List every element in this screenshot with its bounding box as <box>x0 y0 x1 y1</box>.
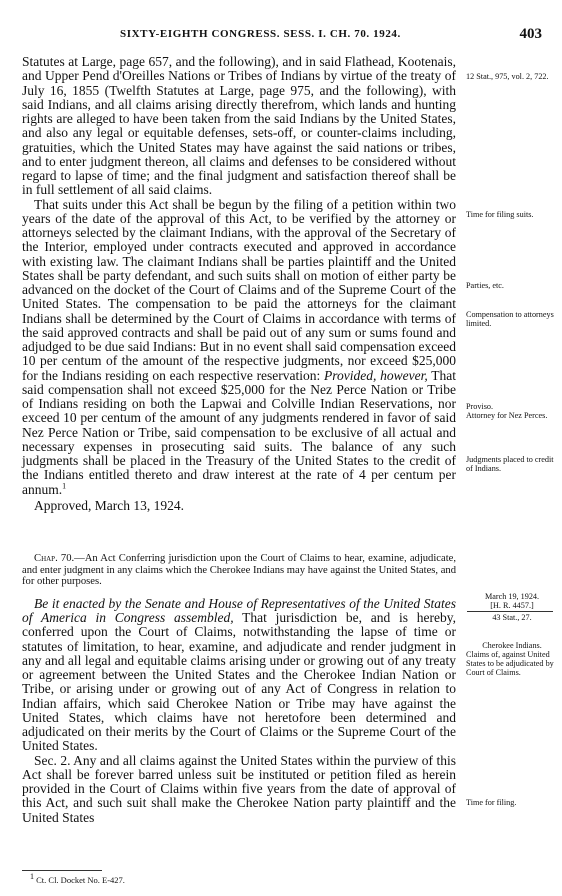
page-number: 403 <box>519 26 542 42</box>
enacting-rest: That jurisdiction be, and is hereby, conferred upon the Court of Claims, notwithstanding the lapse of time or statutes of limitation, to hear, examine, and adjudicate and render judgment in any and all legal and equitable claims arising under or growing out of any treaty or agreement between the United States and the Cherokee Indian Nation or Tribe, or arising under or growing out of any Act of Congress in relation to Indian affairs, which said Cherokee Nation or Tribe may have against the United States, which claims have not heretofore been determined and adjudicated on their merits by the Court of Claims or the Supreme Court of the United States. <box>22 610 456 754</box>
paragraph-2-start: That suits under this Act shall be begun by the filing of a petition within two years of the date of the approval of this Act, to be verified by the attorney or attorneys selected by the claimant Indians, with the approval of the Secretary of the Interior, employed under contracts executed and approved in accordance with existing law. The claimant Indians shall be parties plaintiff and the United States shall be party defendant, and such suits shall on motion of either party be advanced on the docket of the Court of Claims and of the Supreme Court of the United States. The compensation to be paid the attorneys for the claimant Indians shall be determined by the Court of Claims in accordance with terms of the said approved contracts and shall be paid out of any sum or sums found and adjudged to be due said Indians: But in no event shall said compensation exceed 10 per centum of the amount of the respective judgments, nor exceed $25,000 for the Indians residing on each respective reservation: <box>22 196 456 383</box>
section-2: Sec. 2. Any and all claims against the United States within the purview of this Act shall be forever barred unless suit be instituted or petition filed as herein provided in the Court of Claims within five years from the date of approval of this Act, and such suit shall make the Cherokee Nation party plaintiff and the United States <box>22 752 456 825</box>
sidenote-proviso: Proviso. <box>466 402 494 411</box>
sidenote-cherokee-text: Claims of, against United States to be adjudicated by Court of Claims. <box>466 650 554 677</box>
paragraph-2-end: That said compensation shall not exceed $25,000 for the Nez Perce Nation or Tribe of Indians residing on both the Lapwai and Colville Indian Reservations, nor exceed 10 per centum of the amount of any judgments rendered in favor of said Nez Perce Nation or Tribe, said compensation to be exclusive of all actual and necessary expenses in prosecuting said suits. The balance of any such judgments shall be placed in the Treasury of the United States to the credit of the Indians entitled thereto and draw interest at the rate of 4 per centum per annum. <box>22 367 457 497</box>
sidenote-stat-ref: 12 Stat., 975, vol. 2, 722. <box>466 72 549 81</box>
footnote-rule <box>22 870 102 871</box>
chapter-description: —An Act Conferring jurisdiction upon the Court of Claims to hear, examine, adjudicate, and enter judgment in any claims which the Cherokee Indians may have against the United States, and for other purposes. <box>22 553 456 588</box>
sidenote-date: March 19, 1924. <box>484 592 540 601</box>
paragraph-1: Statutes at Large, page 657, and the following), and in said Flathead, Kootenais, and Upper Pend d'Oreilles Nations or Tribes of Indians by virtue of the treaty of July 16, 1855 (Twelfth Statutes at Large, page 975, and the following), with said Indians, and all claims arising directly therefrom, which lands and hunting rights are alleged to have been taken from the said Indians by the United States, and also any legal or equitable defenses, sets-off, or counter-claims including, gratuities, which the United States may have against the said nations or tribes, and to enter judgment thereon, all claims and defenses to be considered without regard to lapse of time; and the final judgment and satisfaction thereof shall be in full settlement of all said claims. <box>22 54 456 198</box>
sidenote-stat27: 43 Stat., 27. <box>492 613 532 622</box>
footnote-text: Ct. Cl. Docket No. E-427. <box>36 875 125 885</box>
sidenote-compensation: Compensation to attorneys limited. <box>466 310 554 328</box>
running-header <box>0 26 562 46</box>
sidenote-time-filing-suits: Time for filing suits. <box>466 210 534 219</box>
approval-line: Approved, March 13, 1924. <box>34 497 184 513</box>
sidenote-divider <box>467 611 553 612</box>
enacting-clause <box>22 597 456 754</box>
proviso-italic: Provided, however, <box>324 367 428 383</box>
paragraph-2 <box>22 198 456 497</box>
main-text <box>22 55 456 825</box>
chapter-label: Chap. 70. <box>34 553 75 564</box>
sidenote-hr: [H. R. 4457.] <box>490 601 534 610</box>
sidenote-parties: Parties, etc. <box>466 281 504 290</box>
running-title: SIXTY-EIGHTH CONGRESS. SESS. I. CH. 70. 1924. <box>120 28 401 40</box>
sidenote-cherokee-title: Cherokee Indians. <box>482 641 542 650</box>
footnote-mark: 1 <box>30 872 34 882</box>
footnote-marker: 1 <box>62 481 67 490</box>
chapter-heading <box>22 553 456 588</box>
sidenote-nez-perces: Attorney for Nez Perces. <box>466 411 548 420</box>
sidenote-cherokee <box>466 641 558 677</box>
footnote <box>30 872 125 885</box>
enacting-italic: Be it enacted by the Senate and House of Representatives of the United States of America in Congress assembled, <box>22 595 456 626</box>
sidenote-judgments: Judgments placed to credit of Indians. <box>466 455 554 473</box>
sidenote-time-filing: Time for filing. <box>466 798 517 807</box>
